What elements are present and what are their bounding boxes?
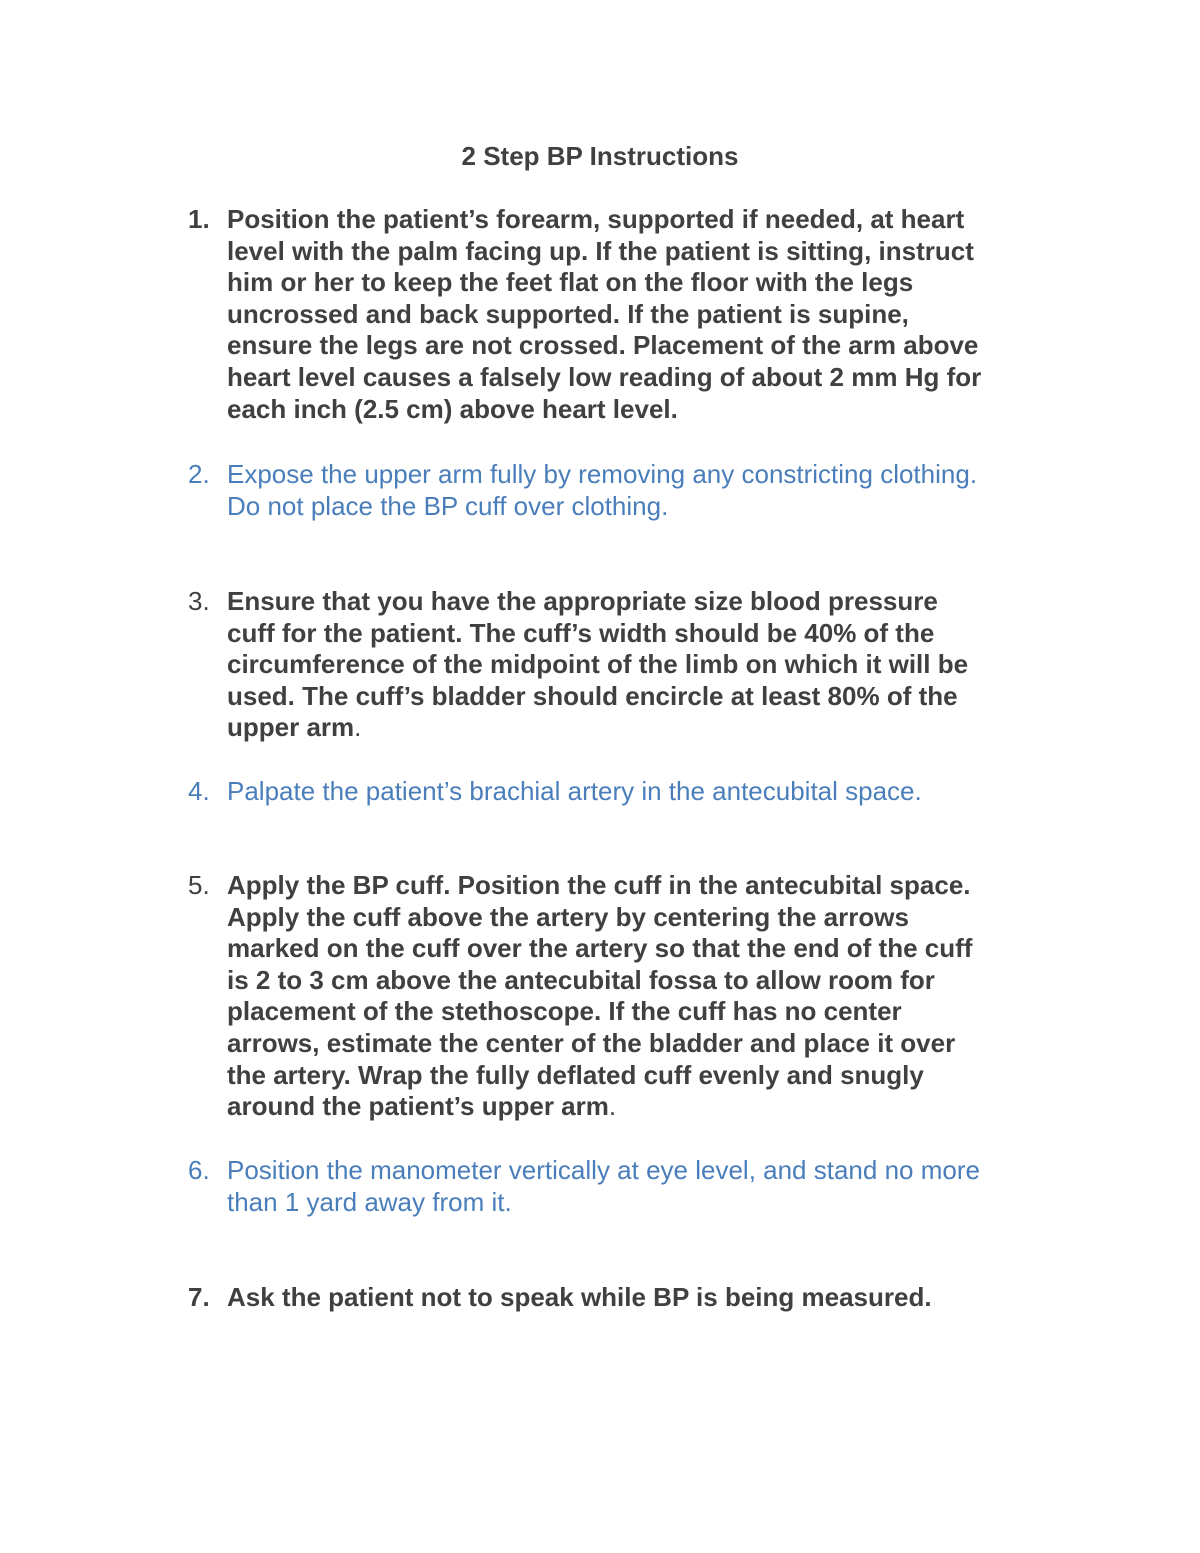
step-1 <box>188 204 1048 425</box>
step-number: 7. <box>188 1282 210 1312</box>
step-text: Expose the upper arm fully by removing any constricting clothing. Do not place the BP cuff over clothing. <box>227 459 978 521</box>
step-7 <box>188 1282 1048 1314</box>
page-title: 2 Step BP Instructions <box>461 141 739 171</box>
step-4 <box>188 776 1048 808</box>
step-text-wrapper <box>227 870 1048 1123</box>
step-text: Position the patient’s forearm, supported if needed, at heart level with the palm facing up. If the patient is sitting, instruct him or her to keep the feet flat on the floor with the legs uncrossed and back supported. If the patient is supine, ensure the legs are not crossed. Placement of the arm above heart level causes a falsely low reading of about 2 mm Hg for each inch (2.5 cm) above heart level. <box>227 204 982 424</box>
step-5 <box>188 870 1048 1123</box>
step-number: 1. <box>188 204 210 234</box>
step-3 <box>188 586 1048 744</box>
step-trailing-period: . <box>354 712 362 743</box>
step-text: Ask the patient not to speak while BP is being measured. <box>227 1282 932 1312</box>
step-2 <box>188 459 1048 522</box>
step-number: 2. <box>188 459 210 489</box>
step-number: 6. <box>188 1155 210 1185</box>
step-text: Apply the BP cuff. Position the cuff in the antecubital space. Apply the cuff above the artery by centering the arrows marked on the cuff over the artery so that the end of the cuff is 2 to 3 cm above the antecubital fossa to allow room for placement of the stethoscope. If the cuff has no center arrows, estimate the center of the bladder and place it over the artery. Wrap the fully deflated cuff evenly and snugly around the patient’s upper arm <box>227 870 973 1122</box>
step-6 <box>188 1155 1048 1218</box>
step-text: Position the manometer vertically at eye level, and stand no more than 1 yard away from it. <box>227 1155 980 1217</box>
step-text-wrapper <box>227 586 1048 744</box>
step-number: 4. <box>188 776 210 806</box>
step-number: 5. <box>188 870 210 900</box>
step-trailing-period: . <box>608 1091 617 1122</box>
step-number: 3. <box>188 586 210 616</box>
step-text: Ensure that you have the appropriate size blood pressure cuff for the patient. The cuff’s width should be 40% of the circumference of the midpoint of the limb on which it will be used. The cuff’s bladder should encircle at least 80% of the upper arm <box>227 586 969 743</box>
step-text: Palpate the patient’s brachial artery in the antecubital space. <box>227 776 922 806</box>
